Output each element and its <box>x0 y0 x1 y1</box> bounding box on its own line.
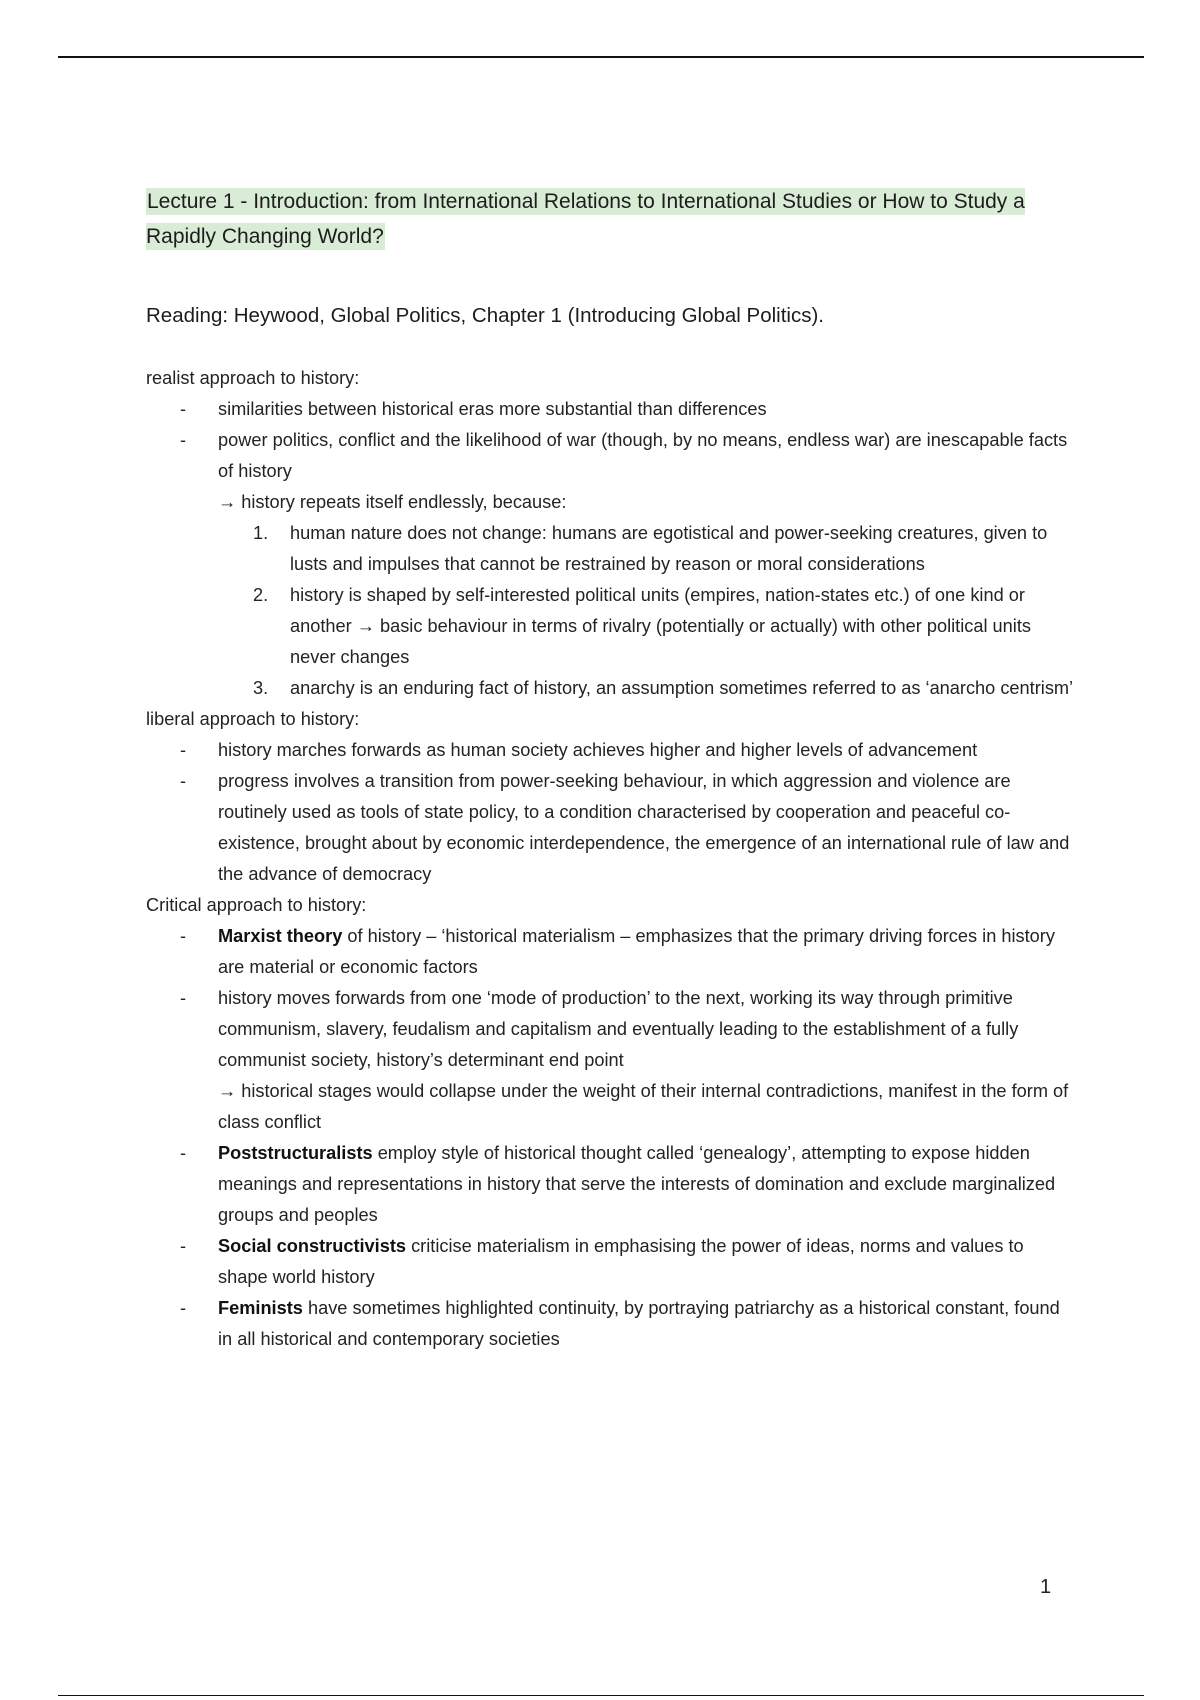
list-item: - history marches forwards as human society achieves higher and higher levels of advancement <box>146 735 1076 766</box>
lecture-title <box>146 184 1076 254</box>
item-text: human nature does not change: humans are egotistical and power-seeking creatures, given to lusts and impulses that cannot be restrained by reason or moral considerations <box>290 523 1048 574</box>
liberal-heading: liberal approach to history: <box>146 709 360 729</box>
item-number: 1. <box>253 523 269 543</box>
realist-numbered-list <box>146 518 1076 704</box>
item-number: 3. <box>253 678 269 698</box>
list-item <box>146 1231 1076 1293</box>
page-number: 1 <box>1040 1576 1052 1598</box>
item-arrow-text: → historical stages would collapse under the weight of their internal contradictions, manifest in the form of class conflict <box>218 1081 1069 1132</box>
item-text: employ style of historical thought called ‘genealogy’, attempting to expose hidden meanings and representations in history that serve the interests of domination and exclude marginalized groups and peoples <box>218 1143 1056 1225</box>
term-marxist-theory: Marxist theory <box>218 926 343 946</box>
list-item: - similarities between historical eras more substantial than differences <box>146 394 1076 425</box>
list-item <box>146 1138 1076 1231</box>
critical-list <box>146 921 1076 1355</box>
list-item: - progress involves a transition from power-seeking behaviour, in which aggression and violence are routinely used as tools of state policy, to a condition characterised by cooperation and peaceful co-existence, brought about by economic interdependence, the emergence of an international rule of law and the advance of democracy <box>146 766 1076 890</box>
reading-reference: Reading: Heywood, Global Politics, Chapter 1 (Introducing Global Politics). <box>146 304 824 327</box>
numbered-item <box>253 518 1076 580</box>
list-item <box>146 921 1076 983</box>
item-text: have sometimes highlighted continuity, by portraying patriarchy as a historical constant, found in all historical and contemporary societies <box>218 1298 1060 1349</box>
footer-rule <box>58 1695 1144 1696</box>
realist-list <box>146 394 1076 487</box>
numbered-item <box>253 580 1076 673</box>
item-number: 2. <box>253 585 269 605</box>
notes-body <box>146 363 1076 1355</box>
list-item: - power politics, conflict and the likelihood of war (though, by no means, endless war) are inescapable facts of history <box>146 425 1076 487</box>
document-body <box>146 184 1076 1355</box>
item-text: of history – ‘historical materialism – emphasizes that the primary driving forces in history are material or economic factors <box>218 926 1055 977</box>
liberal-list <box>146 735 1076 890</box>
critical-heading: Critical approach to history: <box>146 895 367 915</box>
list-item <box>146 1293 1076 1355</box>
item-text: anarchy is an enduring fact of history, an assumption sometimes referred to as ‘anarcho centrism’ <box>290 678 1074 698</box>
list-item <box>146 983 1076 1138</box>
item-text: criticise materialism in emphasising the power of ideas, norms and values to shape world history <box>218 1236 1024 1287</box>
realist-heading: realist approach to history: <box>146 368 360 388</box>
item-text: history is shaped by self-interested political units (empires, nation-states etc.) of one kind or another → basic behaviour in terms of rivalry (potentially or actually) with other political units never changes <box>290 585 1031 667</box>
term-poststructuralists: Poststructuralists <box>218 1143 373 1163</box>
lecture-title-highlight: Lecture 1 - Introduction: from International Relations to International Studies or How to Study a Rapidly Changing World? <box>146 190 1025 248</box>
term-social-constructivists: Social constructivists <box>218 1236 407 1256</box>
realist-arrow-line: → history repeats itself endlessly, because: <box>218 492 567 512</box>
term-feminists: Feminists <box>218 1298 303 1318</box>
header-rule <box>58 56 1144 58</box>
item-text: history moves forwards from one ‘mode of production’ to the next, working its way through primitive communism, slavery, feudalism and capitalism and eventually leading to the establishment of a fully communist society, history’s determinant end point <box>218 988 1019 1070</box>
numbered-item <box>253 673 1076 704</box>
